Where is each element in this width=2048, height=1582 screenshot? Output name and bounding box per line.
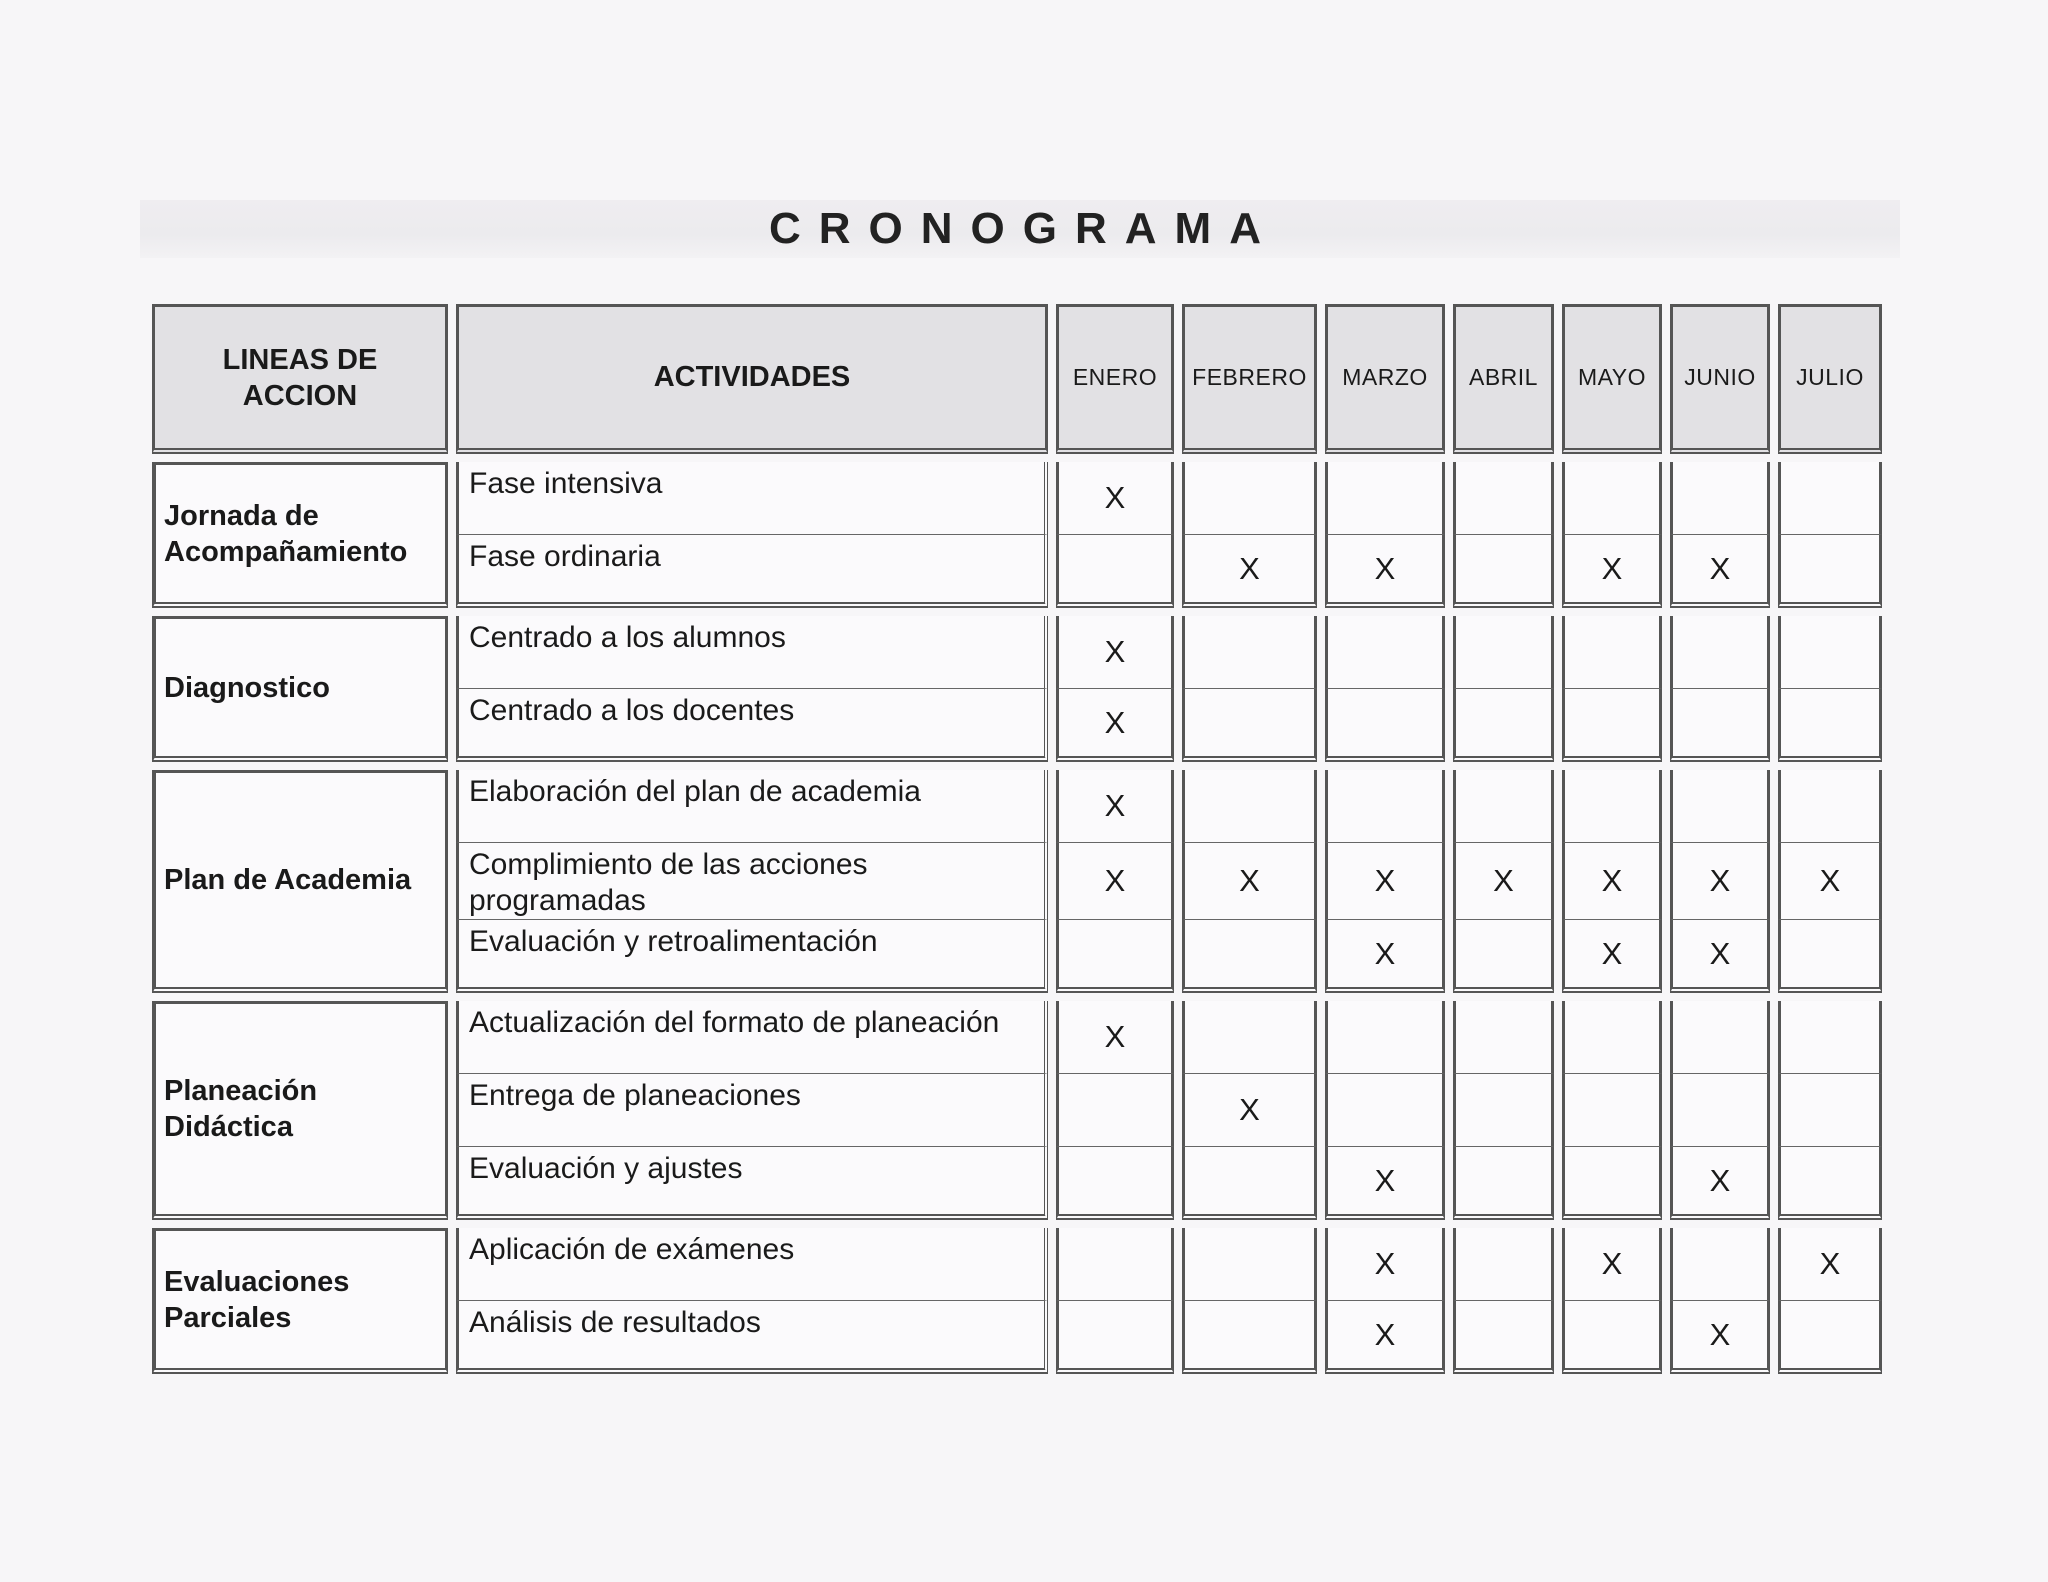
month-mark-cell bbox=[1562, 1147, 1662, 1220]
activity-cell: Centrado a los alumnos bbox=[456, 616, 1048, 689]
activity-cell: Elaboración del plan de academia bbox=[456, 770, 1048, 843]
month-mark-cell: X bbox=[1453, 843, 1554, 920]
month-mark-cell: X bbox=[1670, 920, 1770, 993]
month-mark-cell bbox=[1778, 1147, 1882, 1220]
month-mark-cell bbox=[1056, 920, 1174, 993]
month-mark-cell bbox=[1562, 770, 1662, 843]
month-mark-cell bbox=[1182, 1001, 1317, 1074]
month-mark-cell: X bbox=[1562, 920, 1662, 993]
line-of-action-cell bbox=[152, 616, 448, 762]
activity-cell: Fase intensiva bbox=[456, 462, 1048, 535]
activity-cell: Centrado a los docentes bbox=[456, 689, 1048, 762]
month-mark-cell bbox=[1562, 689, 1662, 762]
month-mark-cell bbox=[1778, 616, 1882, 689]
month-mark-cell bbox=[1325, 689, 1445, 762]
group-spacer bbox=[152, 1220, 1882, 1228]
month-mark-cell bbox=[1670, 462, 1770, 535]
header-month: MAYO bbox=[1562, 304, 1662, 454]
activity-cell: Entrega de planeaciones bbox=[456, 1074, 1048, 1147]
month-mark-cell bbox=[1562, 462, 1662, 535]
group-spacer-cell bbox=[152, 454, 1882, 462]
activity-row bbox=[152, 462, 1882, 535]
header-month: JUNIO bbox=[1670, 304, 1770, 454]
month-mark-cell: X bbox=[1778, 843, 1882, 920]
month-mark-cell: X bbox=[1325, 1228, 1445, 1301]
group-spacer-cell bbox=[152, 993, 1882, 1001]
month-mark-cell: X bbox=[1182, 1074, 1317, 1147]
month-mark-cell: X bbox=[1562, 535, 1662, 608]
activity-row bbox=[152, 1001, 1882, 1074]
month-mark-cell bbox=[1670, 1228, 1770, 1301]
line-of-action-label: Diagnostico bbox=[164, 671, 330, 704]
group-spacer-cell bbox=[152, 762, 1882, 770]
page-title: CRONOGRAMA bbox=[769, 204, 1279, 253]
month-mark-cell: X bbox=[1056, 770, 1174, 843]
month-mark-cell bbox=[1453, 920, 1554, 993]
month-mark-cell bbox=[1778, 770, 1882, 843]
month-mark-cell bbox=[1453, 1147, 1554, 1220]
month-mark-cell bbox=[1670, 689, 1770, 762]
activity-cell: Análisis de resultados bbox=[456, 1301, 1048, 1374]
line-of-action-label: Acompañamiento bbox=[164, 535, 408, 568]
month-mark-cell: X bbox=[1562, 1228, 1662, 1301]
month-mark-cell bbox=[1056, 535, 1174, 608]
month-mark-cell: X bbox=[1056, 1001, 1174, 1074]
month-mark-cell bbox=[1182, 462, 1317, 535]
group-spacer bbox=[152, 454, 1882, 462]
month-mark-cell bbox=[1453, 1074, 1554, 1147]
month-mark-cell bbox=[1056, 1301, 1174, 1374]
line-of-action-cell bbox=[152, 770, 448, 993]
month-mark-cell bbox=[1325, 1074, 1445, 1147]
month-mark-cell: X bbox=[1056, 616, 1174, 689]
line-of-action-label: Evaluaciones bbox=[164, 1265, 350, 1298]
activity-cell: Fase ordinaria bbox=[456, 535, 1048, 608]
schedule-body bbox=[152, 454, 1882, 1374]
month-mark-cell bbox=[1056, 1228, 1174, 1301]
month-mark-cell bbox=[1453, 770, 1554, 843]
month-mark-cell bbox=[1778, 535, 1882, 608]
month-mark-cell bbox=[1562, 1001, 1662, 1074]
month-mark-cell: X bbox=[1182, 843, 1317, 920]
month-mark-cell: X bbox=[1778, 1228, 1882, 1301]
month-mark-cell: X bbox=[1670, 1147, 1770, 1220]
line-of-action-cell bbox=[152, 462, 448, 608]
header-actividades: ACTIVIDADES bbox=[456, 304, 1048, 454]
month-mark-cell bbox=[1325, 1001, 1445, 1074]
month-mark-cell bbox=[1778, 1301, 1882, 1374]
month-mark-cell bbox=[1453, 1301, 1554, 1374]
schedule-table bbox=[144, 304, 1890, 1374]
header-month: FEBRERO bbox=[1182, 304, 1317, 454]
month-mark-cell bbox=[1778, 1074, 1882, 1147]
month-mark-cell bbox=[1182, 920, 1317, 993]
month-mark-cell: X bbox=[1670, 843, 1770, 920]
month-mark-cell bbox=[1453, 1001, 1554, 1074]
month-mark-cell: X bbox=[1056, 689, 1174, 762]
line-of-action-label: Planeación bbox=[164, 1075, 318, 1107]
month-mark-cell bbox=[1182, 689, 1317, 762]
month-mark-cell: X bbox=[1182, 535, 1317, 608]
header-lineas bbox=[152, 304, 448, 454]
header-lineas-line2: ACCION bbox=[242, 379, 358, 412]
month-mark-cell bbox=[1778, 462, 1882, 535]
month-mark-cell: X bbox=[1325, 843, 1445, 920]
month-mark-cell: X bbox=[1325, 1147, 1445, 1220]
activity-cell: Actualización del formato de planeación bbox=[456, 1001, 1048, 1074]
month-mark-cell bbox=[1056, 1074, 1174, 1147]
group-spacer-cell bbox=[152, 608, 1882, 616]
header-month: JULIO bbox=[1778, 304, 1882, 454]
header-row bbox=[152, 304, 1882, 454]
line-of-action-label: Parciales bbox=[164, 1301, 292, 1334]
line-of-action-cell bbox=[152, 1228, 448, 1374]
month-mark-cell bbox=[1778, 689, 1882, 762]
month-mark-cell bbox=[1453, 1228, 1554, 1301]
line-of-action-label: Didáctica bbox=[164, 1111, 293, 1143]
month-mark-cell: X bbox=[1562, 843, 1662, 920]
line-of-action-cell bbox=[152, 1001, 448, 1220]
activity-row bbox=[152, 616, 1882, 689]
month-mark-cell bbox=[1670, 616, 1770, 689]
month-mark-cell bbox=[1453, 462, 1554, 535]
month-mark-cell bbox=[1325, 462, 1445, 535]
month-mark-cell: X bbox=[1325, 920, 1445, 993]
month-mark-cell: X bbox=[1325, 1301, 1445, 1374]
month-mark-cell bbox=[1453, 535, 1554, 608]
month-mark-cell bbox=[1778, 920, 1882, 993]
month-mark-cell bbox=[1325, 770, 1445, 843]
month-mark-cell: X bbox=[1670, 1301, 1770, 1374]
activity-cell: Complimiento de las acciones programadas bbox=[456, 843, 1048, 920]
header-month: ENERO bbox=[1056, 304, 1174, 454]
group-spacer-cell bbox=[152, 1220, 1882, 1228]
month-mark-cell bbox=[1562, 616, 1662, 689]
header-lineas-line1: LINEAS DE bbox=[222, 343, 378, 376]
month-mark-cell bbox=[1778, 1001, 1882, 1074]
month-mark-cell: X bbox=[1670, 535, 1770, 608]
activity-cell: Evaluación y ajustes bbox=[456, 1147, 1048, 1220]
month-mark-cell: X bbox=[1325, 535, 1445, 608]
month-mark-cell bbox=[1670, 1074, 1770, 1147]
line-of-action-label: Plan de Academia bbox=[164, 864, 412, 896]
line-of-action-label: Jornada de bbox=[164, 499, 319, 532]
month-mark-cell bbox=[1182, 1301, 1317, 1374]
month-mark-cell bbox=[1182, 770, 1317, 843]
activity-row bbox=[152, 1228, 1882, 1301]
activity-row bbox=[152, 770, 1882, 843]
month-mark-cell bbox=[1670, 1001, 1770, 1074]
group-spacer bbox=[152, 993, 1882, 1001]
month-mark-cell: X bbox=[1056, 843, 1174, 920]
month-mark-cell bbox=[1670, 770, 1770, 843]
month-mark-cell bbox=[1562, 1301, 1662, 1374]
group-spacer bbox=[152, 762, 1882, 770]
month-mark-cell bbox=[1182, 616, 1317, 689]
activity-cell: Aplicación de exámenes bbox=[456, 1228, 1048, 1301]
month-mark-cell bbox=[1453, 616, 1554, 689]
month-mark-cell bbox=[1056, 1147, 1174, 1220]
month-mark-cell bbox=[1325, 616, 1445, 689]
month-mark-cell: X bbox=[1056, 462, 1174, 535]
month-mark-cell bbox=[1182, 1147, 1317, 1220]
month-mark-cell bbox=[1562, 1074, 1662, 1147]
header-month: MARZO bbox=[1325, 304, 1445, 454]
header-month: ABRIL bbox=[1453, 304, 1554, 454]
month-mark-cell bbox=[1453, 689, 1554, 762]
month-mark-cell bbox=[1182, 1228, 1317, 1301]
group-spacer bbox=[152, 608, 1882, 616]
activity-cell: Evaluación y retroalimentación bbox=[456, 920, 1048, 993]
